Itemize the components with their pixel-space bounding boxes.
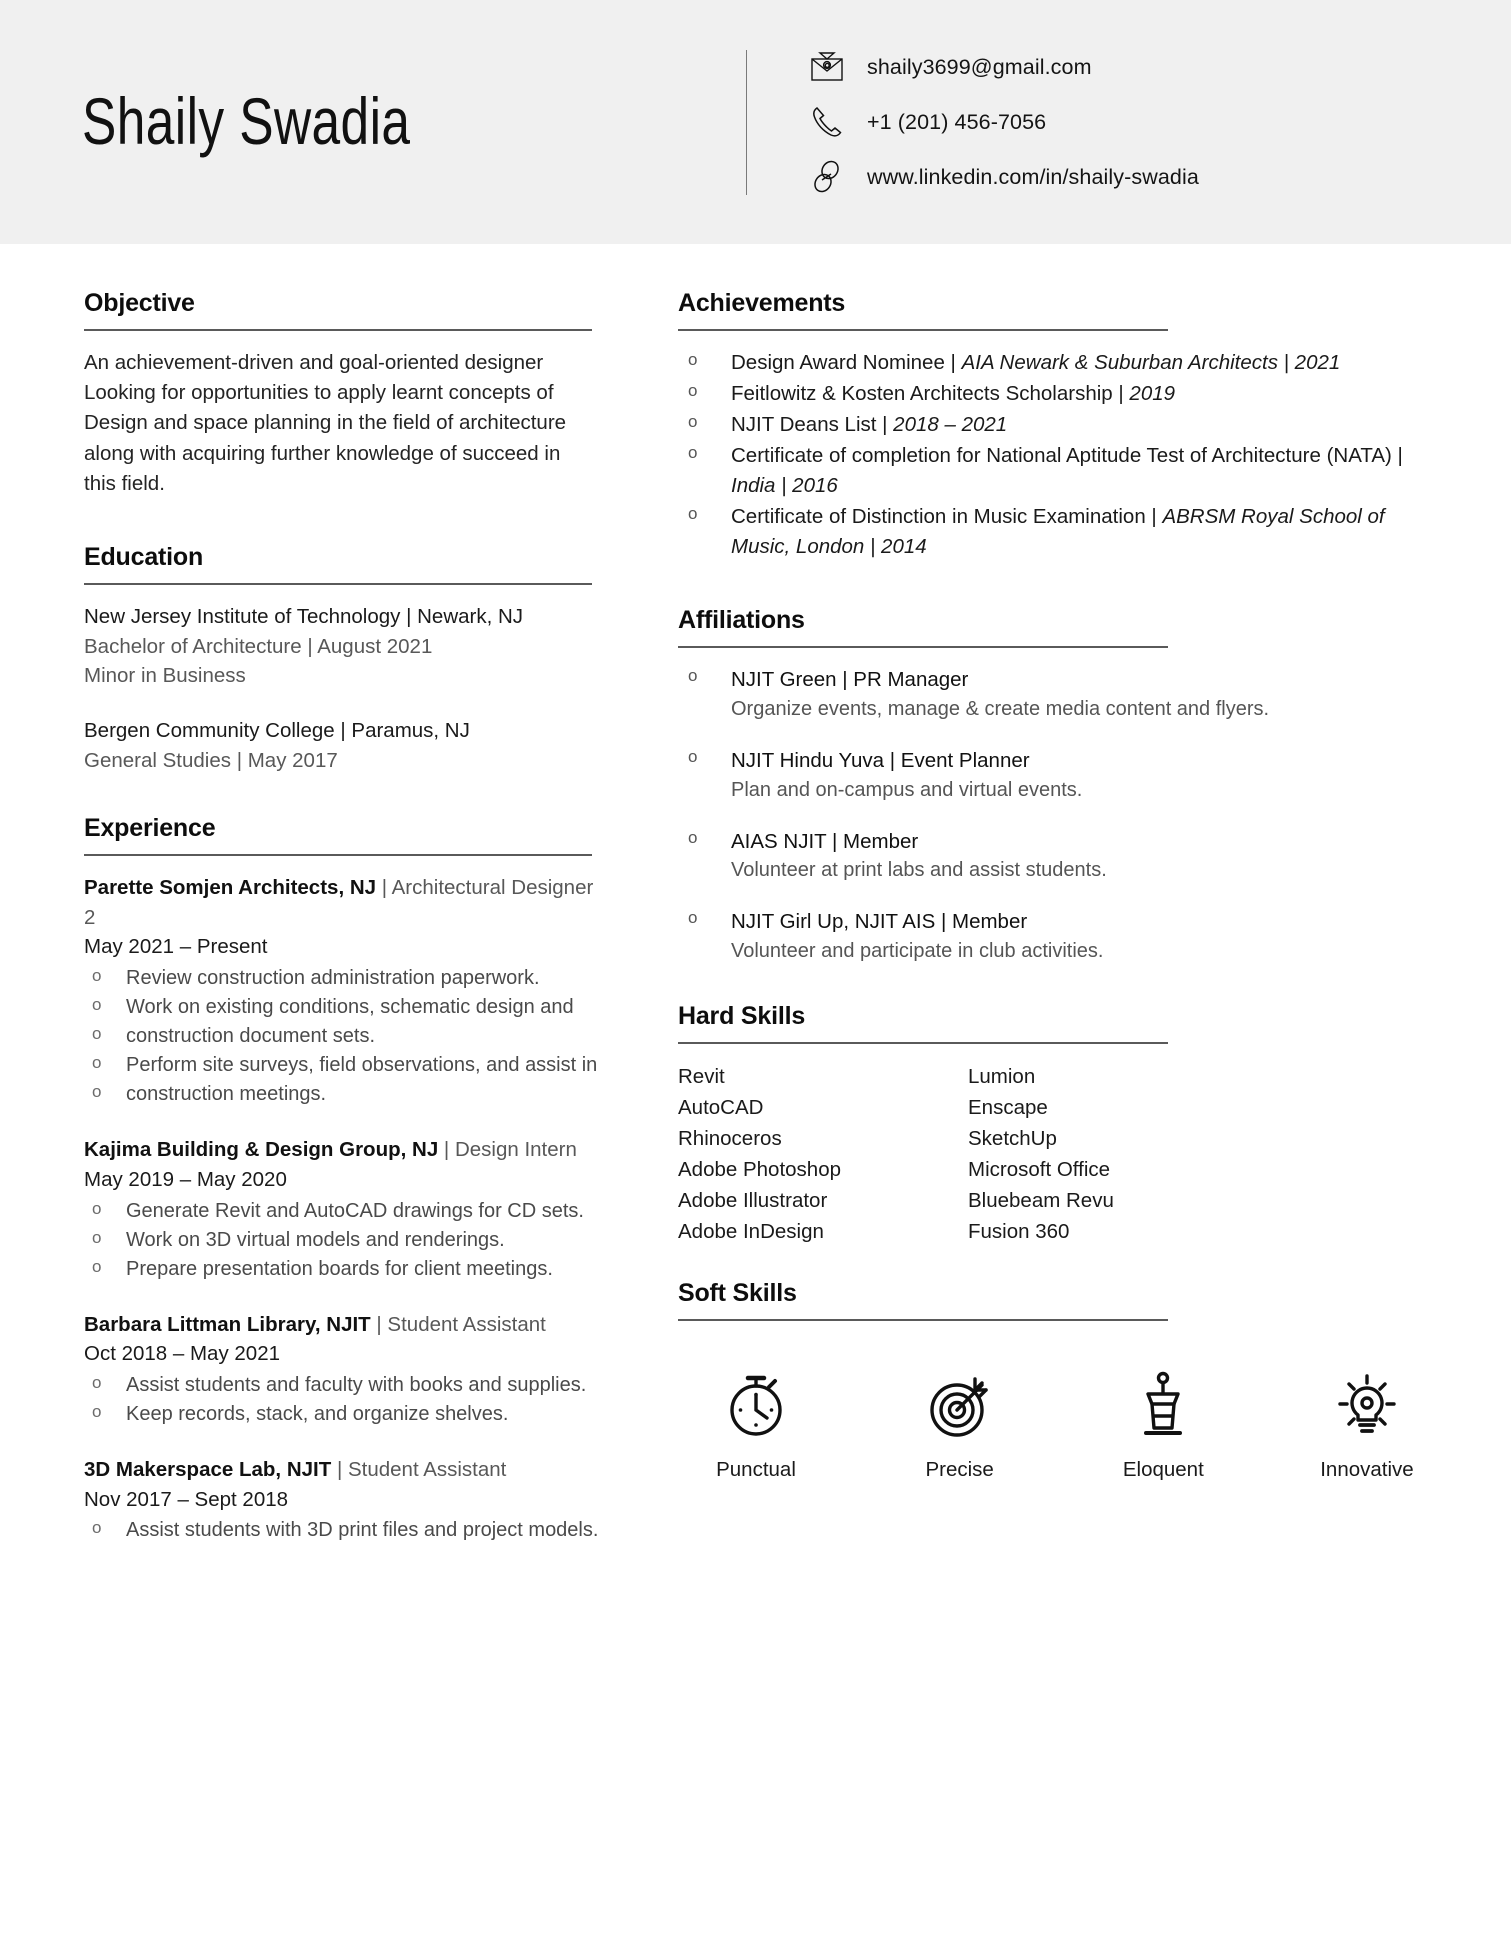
job-dates: Nov 2017 – Sept 2018 <box>84 1487 289 1511</box>
soft-skill-label: Innovative <box>1320 1458 1414 1482</box>
soft-skill-precise <box>900 1366 1020 1482</box>
affiliation-title: o AIAS NJIT | Member <box>731 829 919 853</box>
objective-rule <box>84 329 592 331</box>
page-title: Shaily Swadia <box>82 84 411 159</box>
list-item: Adobe Photoshop <box>678 1158 841 1181</box>
list-item: o Work on 3D virtual models and renderings. <box>84 1226 600 1255</box>
list-item: SketchUp <box>968 1126 1057 1150</box>
education-school: Bergen Community College | Paramus, NJ <box>84 718 470 742</box>
contact-list <box>809 50 1199 194</box>
list-item <box>678 348 1441 378</box>
affiliation-title: o NJIT Girl Up, NJIT AIS | Member <box>731 910 1028 934</box>
section-soft-skills <box>678 1279 1441 1482</box>
stopwatch-icon <box>719 1366 793 1444</box>
list-item: Fusion 360 <box>968 1220 1070 1244</box>
list-item: Enscape <box>968 1095 1048 1119</box>
objective-text: An achievement-driven and goal-oriented designer Looking for opportunities to apply learnt concepts of Design and space planning in the field of architecture along with acquiring further knowledge of succeed in this field. <box>84 350 567 495</box>
list-item: Microsoft Office <box>968 1158 1111 1181</box>
soft-skills-grid <box>678 1338 1441 1482</box>
section-experience <box>84 814 600 1545</box>
list-item <box>678 502 1441 562</box>
affiliations-list <box>678 665 1441 966</box>
hard-skills-column-2 <box>968 1061 1258 1248</box>
list-item: o Perform site surveys, field observations, and assist in <box>84 1051 600 1080</box>
experience-heading: Experience <box>84 814 216 843</box>
target-icon <box>923 1366 997 1444</box>
phone-icon <box>809 105 845 139</box>
linkedin-value: www.linkedin.com/in/shaily-swadia <box>867 164 1199 189</box>
experience-entry <box>84 873 600 1109</box>
contact-email[interactable] <box>809 50 1199 84</box>
podium-icon <box>1126 1366 1200 1444</box>
section-objective <box>84 289 600 499</box>
section-education <box>84 543 600 775</box>
job-company: Kajima Building & Design Group, NJ <box>84 1138 439 1162</box>
job-header <box>84 1455 600 1485</box>
list-item: AutoCAD <box>678 1095 764 1119</box>
soft-skill-label: Precise <box>925 1458 994 1482</box>
education-entry <box>84 716 600 775</box>
achievement-detail: ABRSM Royal School of Music, London | 2014 <box>731 505 1385 559</box>
hard-skills-rule <box>678 1042 1168 1044</box>
name-block <box>82 84 742 159</box>
achievement-text: NJIT Deans List | <box>731 412 894 436</box>
job-dates: May 2019 – May 2020 <box>84 1167 287 1191</box>
list-item: o construction meetings. <box>84 1080 600 1109</box>
achievements-rule <box>678 329 1168 331</box>
list-item: o Generate Revit and AutoCAD drawings for CD sets. <box>84 1197 600 1226</box>
list-item: Adobe Illustrator <box>678 1189 828 1213</box>
education-degree: General Studies | May 2017 <box>84 748 338 772</box>
education-degree: Bachelor of Architecture | August 2021 <box>84 634 433 658</box>
experience-entry <box>84 1310 600 1429</box>
job-company: Barbara Littman Library, NJIT <box>84 1312 371 1336</box>
soft-skills-rule <box>678 1319 1168 1321</box>
list-item <box>678 441 1441 501</box>
experience-rule <box>84 854 592 856</box>
job-company: Parette Somjen Architects, NJ <box>84 876 377 900</box>
header-divider <box>746 50 747 195</box>
job-bullets <box>84 1197 600 1284</box>
link-icon <box>809 160 845 194</box>
job-bullets <box>84 964 600 1109</box>
soft-skill-eloquent <box>1103 1366 1223 1482</box>
job-role: | Student Assistant <box>331 1458 507 1482</box>
education-entry <box>84 602 600 691</box>
resume-header <box>0 0 1511 244</box>
achievement-detail: AIA Newark & Suburban Architects | 2021 <box>961 350 1341 374</box>
hard-skills-grid <box>678 1061 1441 1248</box>
affiliations-rule <box>678 646 1168 648</box>
section-achievements <box>678 289 1441 562</box>
achievement-text: Certificate of completion for National Aptitude Test of Architecture (NATA) | <box>731 443 1403 467</box>
list-item: Rhinoceros <box>678 1126 782 1150</box>
list-item: o Assist students with 3D print files and project models. <box>84 1516 600 1545</box>
achievement-detail: India | 2016 <box>731 474 838 498</box>
list-item: o Prepare presentation boards for client meetings. <box>84 1255 600 1284</box>
soft-skills-heading: Soft Skills <box>678 1279 797 1308</box>
list-item <box>678 746 1441 805</box>
hard-skills-heading: Hard Skills <box>678 1001 806 1030</box>
affiliation-desc: Volunteer at print labs and assist students. <box>731 859 1107 882</box>
job-bullets <box>84 1516 600 1545</box>
phone-value: +1 (201) 456-7056 <box>867 109 1047 134</box>
list-item: o Work on existing conditions, schematic design and <box>84 993 600 1022</box>
list-item <box>678 907 1441 966</box>
affiliations-heading: Affiliations <box>678 606 805 635</box>
job-role: | Student Assistant <box>370 1312 546 1336</box>
achievement-detail: 2018 – 2021 <box>893 412 1008 436</box>
section-affiliations <box>678 606 1441 965</box>
job-header <box>84 1135 600 1165</box>
list-item: Revit <box>678 1064 725 1088</box>
soft-skill-innovative <box>1307 1366 1427 1482</box>
email-value: shaily3699@gmail.com <box>867 54 1092 79</box>
email-icon <box>809 50 845 84</box>
job-header <box>84 1310 600 1340</box>
list-item: Lumion <box>968 1064 1036 1088</box>
job-dates: Oct 2018 – May 2021 <box>84 1342 281 1366</box>
achievement-text: Certificate of Distinction in Music Examination | <box>731 505 1163 529</box>
left-column <box>0 244 600 1571</box>
experience-entry <box>84 1135 600 1283</box>
section-hard-skills <box>678 1002 1441 1248</box>
contact-phone[interactable] <box>809 105 1199 139</box>
list-item: o Assist students and faculty with books and supplies. <box>84 1371 600 1400</box>
soft-skill-punctual <box>696 1366 816 1482</box>
education-heading: Education <box>84 543 204 572</box>
hard-skills-column-1 <box>678 1061 968 1248</box>
job-dates: May 2021 – Present <box>84 935 268 959</box>
job-header <box>84 873 600 932</box>
contact-linkedin[interactable] <box>809 160 1199 194</box>
affiliation-title: o NJIT Green | PR Manager <box>731 668 969 692</box>
achievements-list <box>678 348 1441 563</box>
achievement-text: Design Award Nominee | <box>731 350 962 374</box>
experience-entry <box>84 1455 600 1545</box>
list-item <box>678 827 1441 886</box>
soft-skill-label: Punctual <box>716 1458 796 1482</box>
right-column <box>600 244 1511 1571</box>
job-role: | Design Intern <box>438 1138 577 1162</box>
list-item <box>678 410 1441 440</box>
list-item <box>678 379 1441 409</box>
list-item <box>678 665 1441 724</box>
affiliation-title: o NJIT Hindu Yuva | Event Planner <box>731 748 1030 772</box>
resume-body <box>0 244 1511 1571</box>
list-item: o Review construction administration paperwork. <box>84 964 600 993</box>
affiliation-desc: Plan and on-campus and virtual events. <box>731 778 1083 801</box>
affiliation-desc: Organize events, manage & create media content and flyers. <box>731 697 1270 720</box>
job-company: 3D Makerspace Lab, NJIT <box>84 1458 332 1482</box>
affiliation-desc: Volunteer and participate in club activities. <box>731 939 1104 962</box>
education-rule <box>84 583 592 585</box>
education-minor: Minor in Business <box>84 664 246 688</box>
list-item: o Keep records, stack, and organize shelves. <box>84 1400 600 1429</box>
achievement-detail: 2019 <box>1129 381 1176 405</box>
achievements-heading: Achievements <box>678 289 846 317</box>
achievement-text: Feitlowitz & Kosten Architects Scholarship | <box>731 381 1130 405</box>
list-item: o construction document sets. <box>84 1022 600 1051</box>
list-item: Bluebeam Revu <box>968 1189 1114 1213</box>
soft-skill-label: Eloquent <box>1122 1458 1204 1482</box>
job-bullets <box>84 1371 600 1429</box>
job-role: | Architectural Designer 2 <box>84 876 594 929</box>
list-item: Adobe InDesign <box>678 1220 824 1244</box>
objective-heading: Objective <box>84 289 195 317</box>
lightbulb-icon <box>1330 1366 1404 1444</box>
education-school: New Jersey Institute of Technology | Newark, NJ <box>84 604 524 628</box>
